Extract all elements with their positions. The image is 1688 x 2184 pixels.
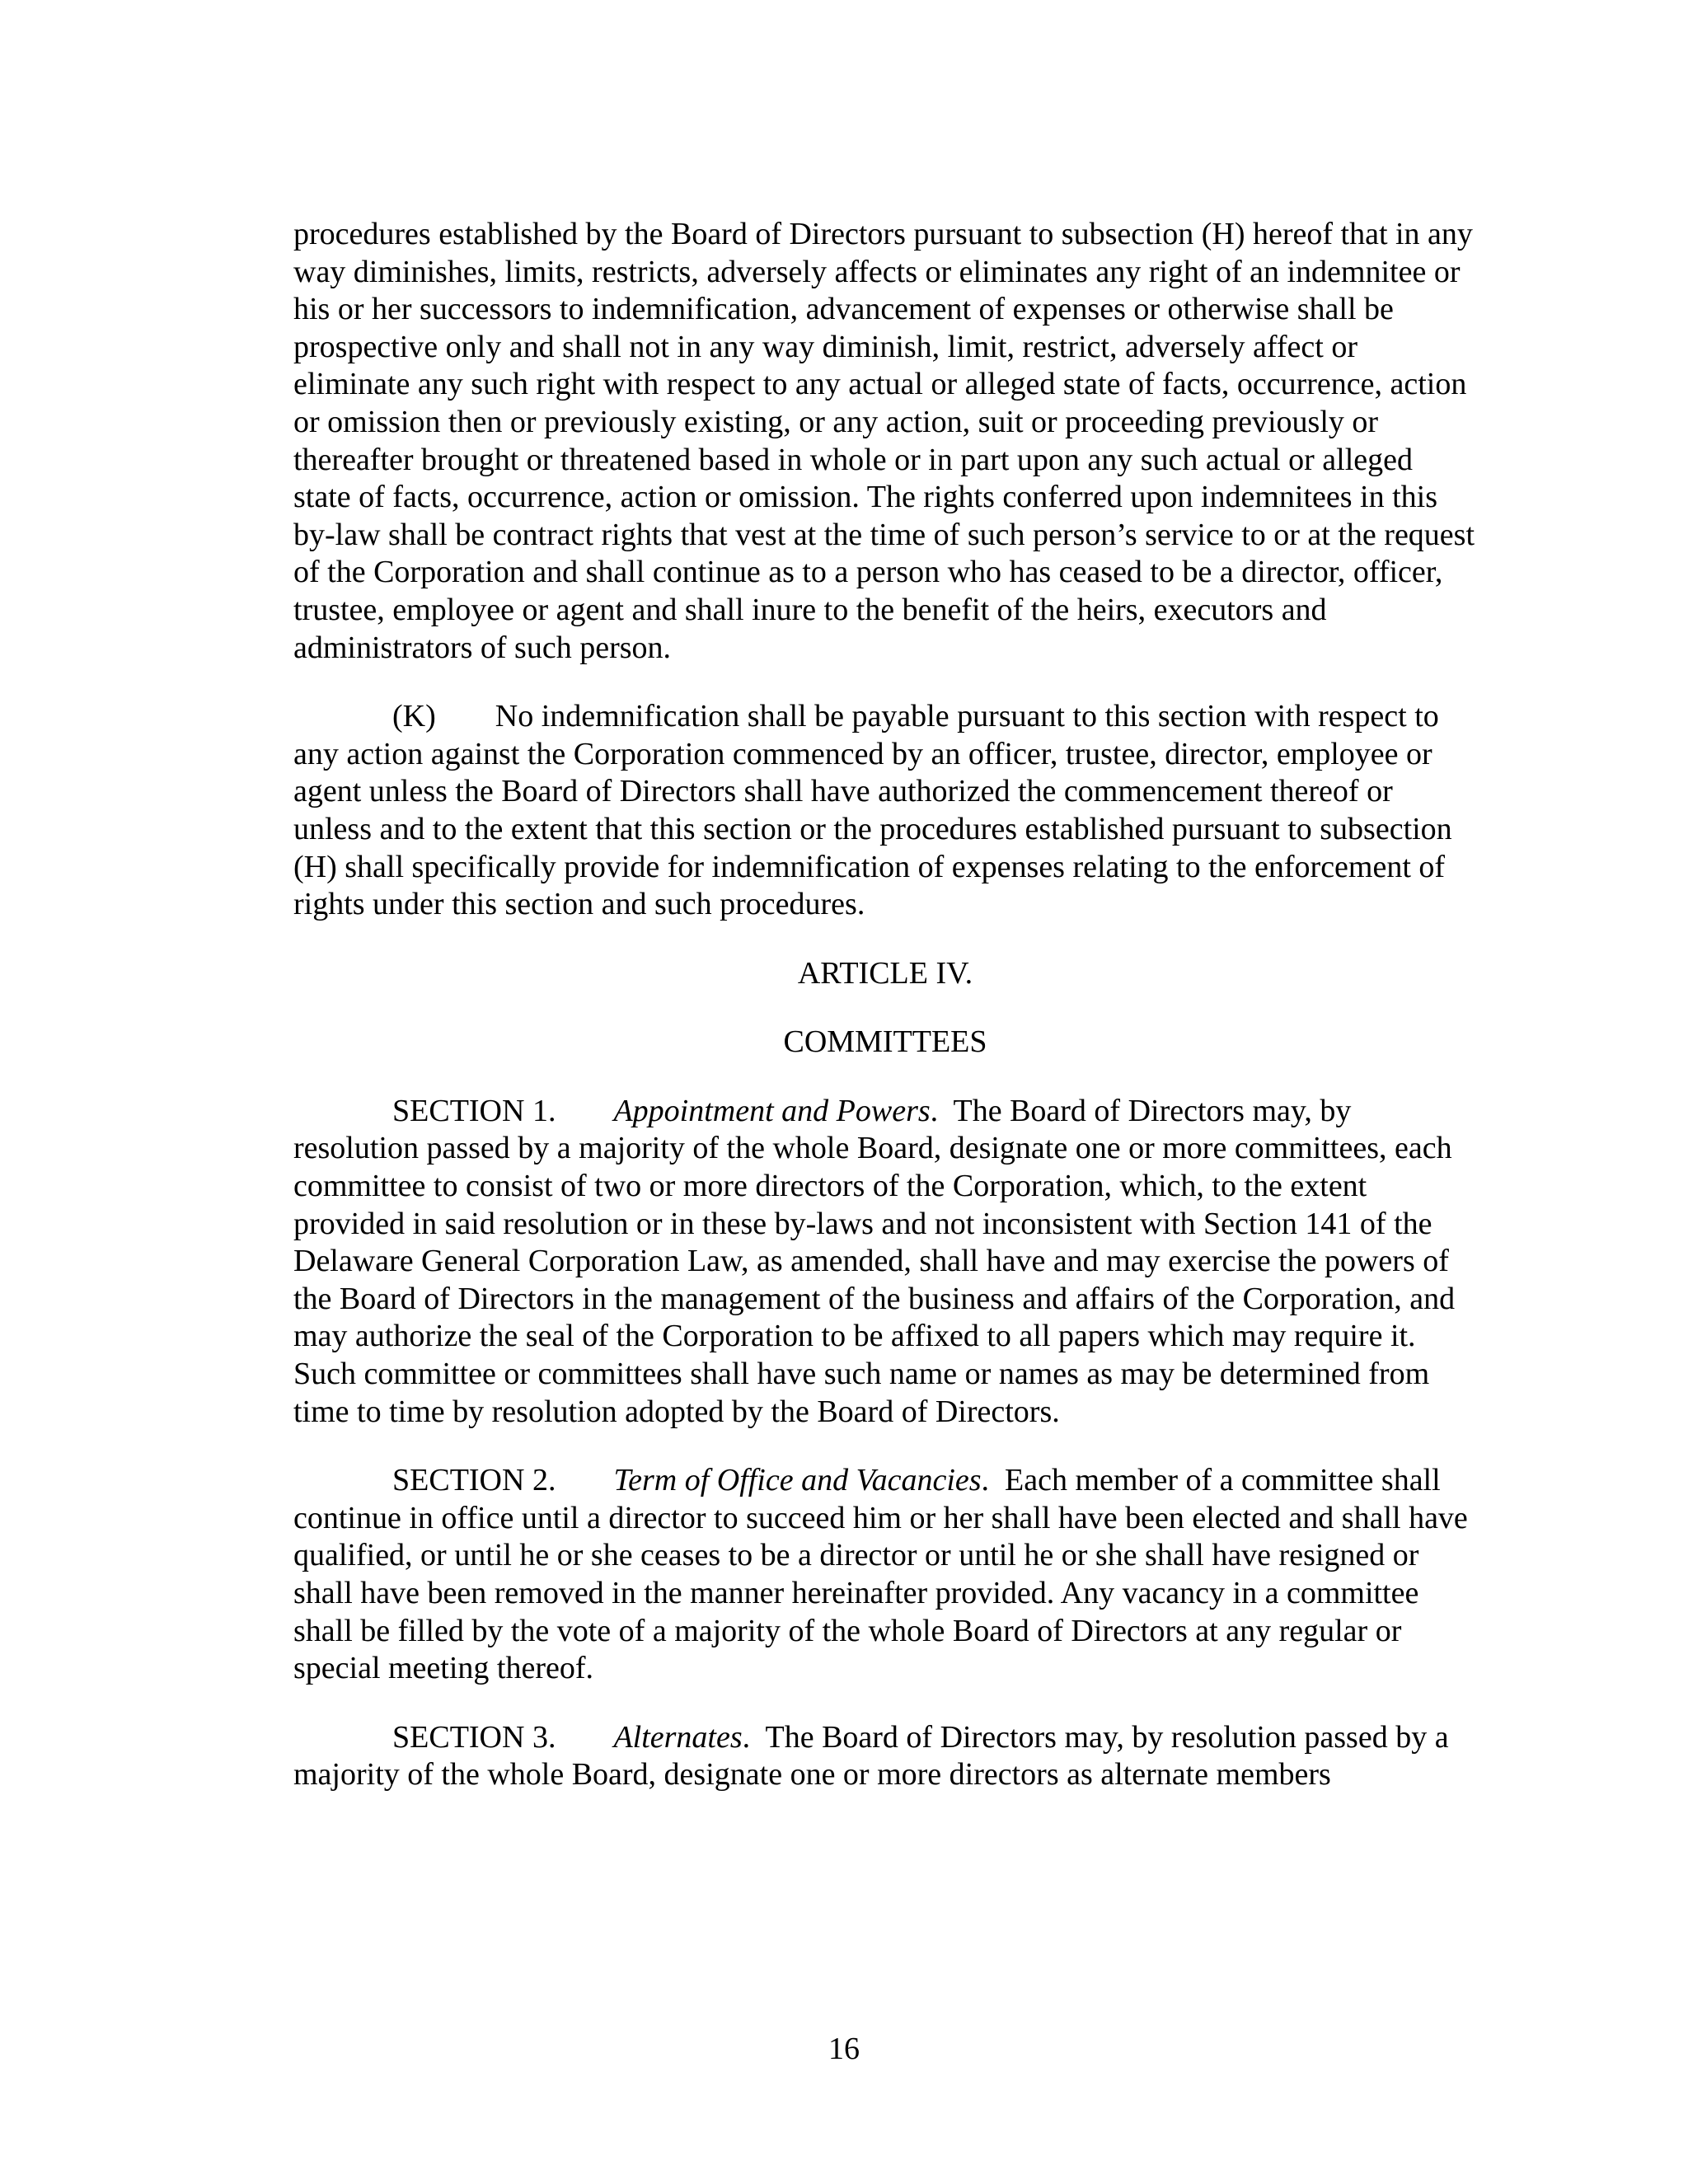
section-1-label: SECTION 1. (392, 1093, 556, 1128)
paragraph-spacer (293, 1431, 1477, 1462)
section-1-title: Appointment and Powers (613, 1093, 931, 1128)
section-3-paragraph: SECTION 3. Alternates. The Board of Directors may, by resolution passed by a majority of the whole Board, designate one or more directors as alternate members (293, 1719, 1449, 1793)
paragraph-spacer (293, 992, 1477, 1024)
article-heading: ARTICLE IV. (797, 955, 973, 991)
paragraph-spacer (293, 924, 1477, 955)
section-2-label: SECTION 2. (392, 1463, 556, 1498)
section-3-text: The Board of Directors may, by resolution passed by a majority of the whole Board, designate one or more directors as alternate members (293, 1719, 1449, 1793)
section-1-text: The Board of Directors may, by resolution passed by a majority of the whole Board, designate one or more committees, each committee to consist of two or more directors of the Corporation, which, to the extent provided in said resolution or in these by-laws and not inconsistent with Section 141 of the Delaware General Corporation Law, as amended, shall have and may exercise the powers of the Board of Directors in the management of the business and affairs of the Corporation, and may authorize the seal of the Corporation to be affixed to all papers which may require it. Such committee or committees shall have such name or names as may be determined from time to time by resolution adopted by the Board of Directors. (293, 1093, 1456, 1429)
section-3-label: SECTION 3. (392, 1719, 556, 1755)
section-1-paragraph: SECTION 1. Appointment and Powers. The Board of Directors may, by resolution passed by a majority of the whole Board, designate one or more committees, each committee to consist of two or more directors of the Corporation, which, to the extent provided in said resolution or in these by-laws and not inconsistent with Section 141 of the Delaware General Corporation Law, as amended, shall have and may exercise the powers of the Board of Directors in the management of the business and affairs of the Corporation, and may authorize the seal of the Corporation to be affixed to all papers which may require it. Such committee or committees shall have such name or names as may be determined from time to time by resolution adopted by the Board of Directors. (293, 1093, 1456, 1429)
section-2-paragraph: SECTION 2. Term of Office and Vacancies. Each member of a committee shall continue in office until a director to succeed him or her shall have been elected and shall have qualified, or until he or she ceases to be a director or until he or she shall have resigned or shall have been removed in the manner hereinafter provided. Any vacancy in a committee shall be filled by the vote of a majority of the whole Board of Directors at any regular or special meeting thereof. (293, 1463, 1468, 1686)
subsection-k-paragraph (293, 698, 1477, 924)
document-page (293, 216, 1477, 1794)
paragraph-spacer (293, 1062, 1477, 1093)
section-3-title: Alternates (613, 1719, 743, 1755)
section-2-text: Each member of a committee shall continue in office until a director to succeed him or her shall have been elected and shall have qualified, or until he or she ceases to be a director or until he or she shall have resigned or shall have been removed in the manner hereinafter provided. Any vacancy in a committee shall be filled by the vote of a majority of the whole Board of Directors at any regular or special meeting thereof. (293, 1463, 1468, 1686)
subsection-k-label: (K) (392, 699, 436, 734)
continuation-paragraph: procedures established by the Board of Directors pursuant to subsection (H) hereof that in any way diminishes, limits, restricts, adversely affects or eliminates any right of an indemnitee or his or her successors to indemnification, advancement of expenses or otherwise shall be prospective only and shall not in any way diminish, limit, restrict, adversely affect or eliminate any such right with respect to any actual or alleged state of facts, occurrence, action or omission then or previously existing, or any action, suit or proceeding previously or thereafter brought or threatened based in whole or in part upon any such actual or alleged state of facts, occurrence, action or omission. The rights conferred upon indemnitees in this by-law shall be contract rights that vest at the time of such person’s service to or at the request of the Corporation and shall continue as to a person who has ceased to be a director, officer, trustee, employee or agent and shall inure to the benefit of the heirs, executors and administrators of such person. (293, 217, 1475, 665)
article-title: COMMITTEES (783, 1024, 987, 1060)
section-2-title: Term of Office and Vacancies (613, 1463, 982, 1498)
paragraph-spacer (293, 667, 1477, 698)
subsection-k-text: No indemnification shall be payable pursuant to this section with respect to any action against the Corporation commenced by an officer, trustee, director, employee or agent unless the Board of Directors shall have authorized the commencement thereof or unless and to the extent that this section or the procedures established pursuant to subsection (H) shall specifically provide for indemnification of expenses relating to the enforcement of rights under this section and such procedures. (293, 699, 1452, 922)
page-number: 16 (828, 2032, 860, 2066)
paragraph-spacer (293, 1688, 1477, 1719)
